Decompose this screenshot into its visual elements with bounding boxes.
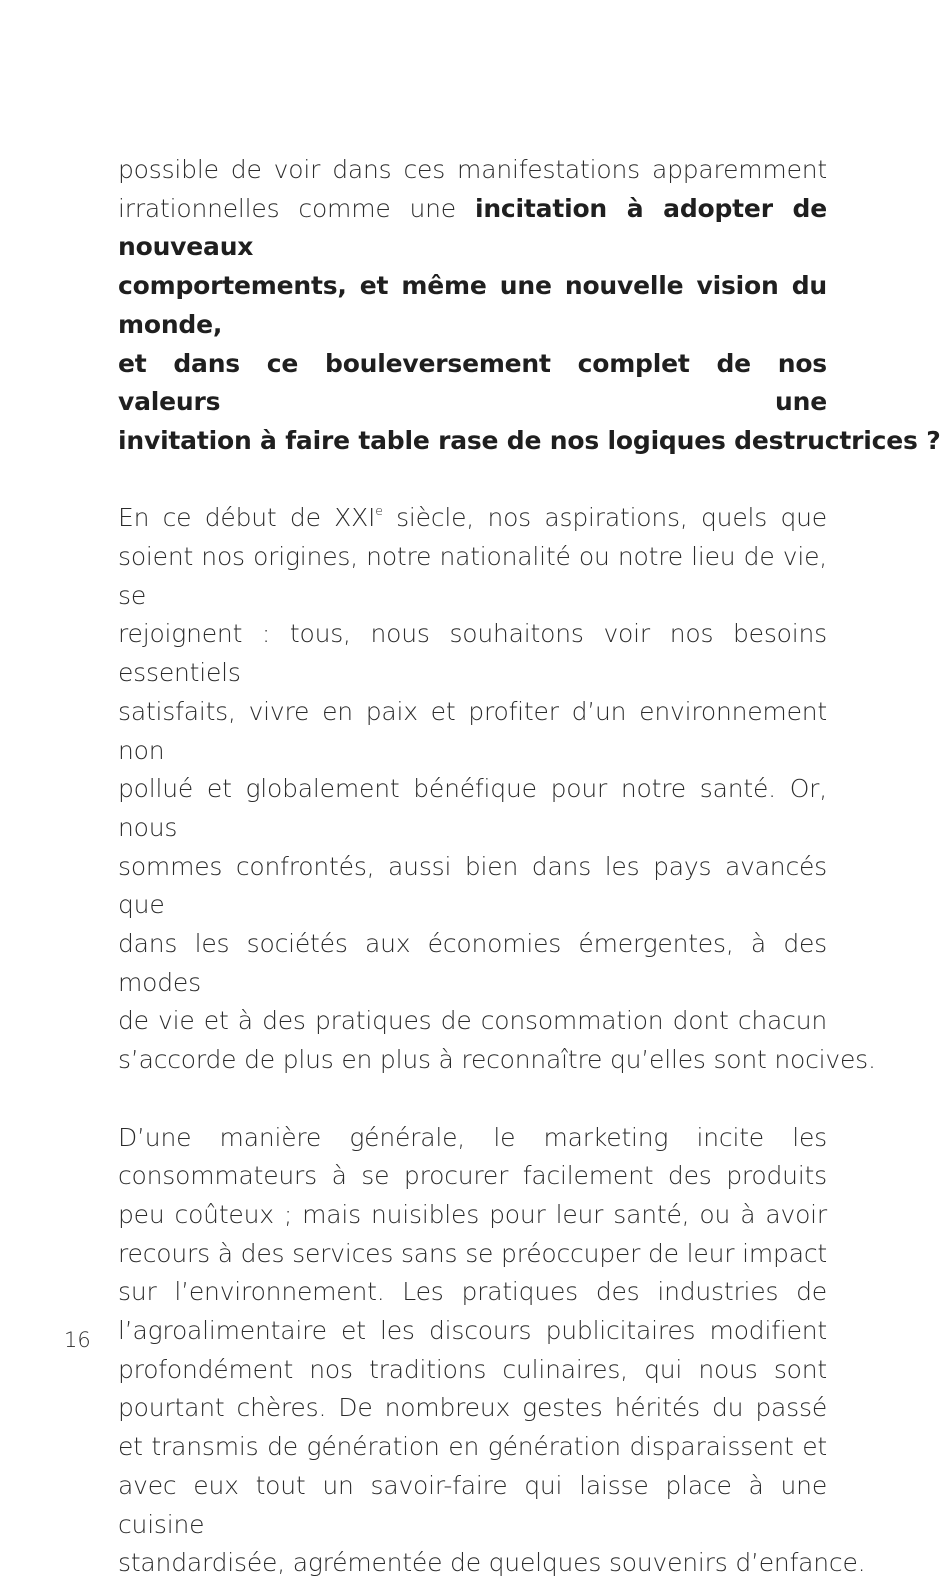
text-run: pourtant chères. De nombreux gestes hérités du passé: [118, 1393, 827, 1423]
text-line: [118, 1389, 827, 1428]
text-line: [118, 190, 827, 267]
text-run: D’une manière générale, le marketing incite les: [118, 1122, 827, 1152]
text-run: et transmis de génération en génération disparaissent et: [118, 1432, 827, 1462]
text-line: [118, 422, 941, 461]
text-run: avec eux tout un savoir-faire qui laisse place à une cuisine: [118, 1470, 827, 1539]
text-line: [118, 1119, 827, 1158]
text-line: [118, 848, 827, 925]
bold-text: comportements, et même une nouvelle vision du monde,: [118, 271, 827, 339]
text-run: l’agroalimentaire et les discours publicitaires modifient: [118, 1316, 827, 1346]
text-line: [118, 1041, 876, 1080]
text-run: rejoignent : tous, nous souhaitons voir nos besoins essentiels: [118, 619, 827, 688]
text-run: peu coûteux ; mais nuisibles pour leur santé, ou à avoir: [118, 1199, 827, 1229]
text-run: sommes confrontés, aussi bien dans les pays avancés que: [118, 851, 827, 920]
text-line: [118, 1235, 827, 1274]
text-line: [118, 615, 827, 692]
text-line: [118, 1544, 866, 1583]
text-line: [118, 1002, 827, 1041]
text-run: irrationnelles comme une: [118, 193, 475, 223]
text-line: [118, 925, 827, 1002]
text-run: satisfaits, vivre en paix et profiter d’un environnement non: [118, 696, 827, 765]
bold-text: et dans ce bouleversement complet de nos valeurs une: [118, 348, 827, 417]
text-line: [118, 1428, 827, 1467]
text-run: En ce début de XXI: [118, 503, 376, 533]
text-line: [118, 538, 827, 615]
bold-text: incitation à adopter de nouveaux: [118, 193, 827, 262]
text-line: [118, 345, 827, 422]
body-text: [118, 151, 941, 1583]
text-run: siècle, nos aspirations, quels que: [382, 503, 827, 533]
paragraph-3: [118, 1119, 866, 1583]
text-line: [118, 1273, 827, 1312]
text-run: pollué et globalement bénéfique pour notre santé. Or, nous: [118, 774, 827, 842]
text-run: standardisée, agrémentée de quelques souvenirs d’enfance.: [118, 1548, 866, 1578]
text-line: [118, 693, 827, 770]
text-run: dans les sociétés aux économies émergentes, à des modes: [118, 929, 827, 997]
text-line: [118, 770, 827, 847]
text-run: de vie et à des pratiques de consommation dont chacun: [118, 1006, 827, 1036]
text-line: [118, 267, 827, 344]
text-run: recours à des services sans se préoccuper de leur impact: [118, 1238, 827, 1268]
text-line: [118, 499, 827, 538]
page-number: 16: [64, 1328, 91, 1352]
text-run: soient nos origines, notre nationalité ou notre lieu de vie, se: [118, 542, 827, 610]
superscript: e: [375, 503, 383, 519]
text-line: [118, 1196, 827, 1235]
bold-text: invitation à faire table rase de nos logiques destructrices ?: [118, 425, 941, 455]
text-run: sur l’environnement. Les pratiques des industries de: [118, 1277, 827, 1307]
text-line: [118, 1157, 827, 1196]
text-run: consommateurs à se procurer facilement des produits: [118, 1161, 827, 1191]
text-run: s’accorde de plus en plus à reconnaître qu’elles sont nocives.: [118, 1045, 876, 1075]
text-line: [118, 1467, 827, 1544]
text-line: [118, 1312, 827, 1351]
text-run: profondément nos traditions culinaires, qui nous sont: [118, 1354, 827, 1384]
text-run: possible de voir dans ces manifestations apparemment: [118, 155, 827, 184]
text-line: [118, 151, 827, 190]
paragraph-1: [118, 151, 941, 461]
text-line: [118, 1351, 827, 1390]
paragraph-2: [118, 499, 876, 1080]
